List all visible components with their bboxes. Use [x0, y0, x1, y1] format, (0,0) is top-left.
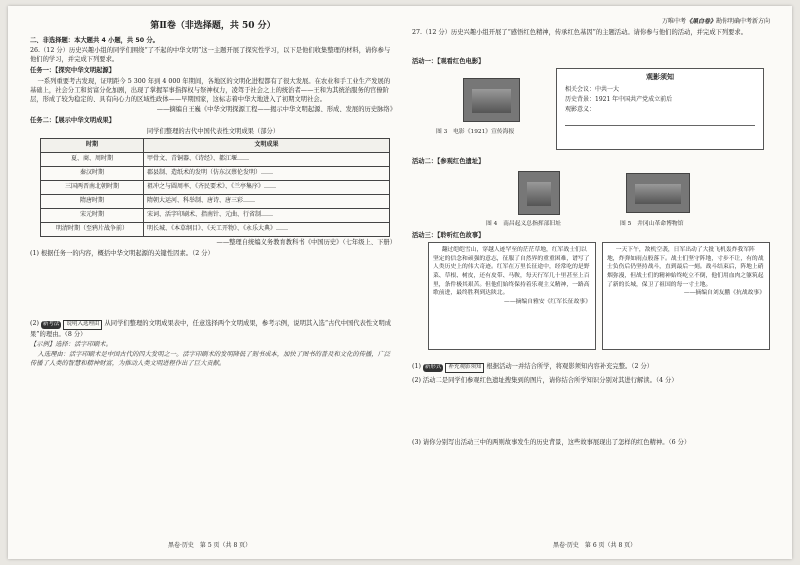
period-cell: 隋唐时期	[41, 195, 144, 209]
page-header	[662, 16, 770, 25]
achievement-cell: 明长城、《本草纲目》、《天工开物》、《永乐大典》……	[144, 223, 390, 237]
table-header: 时期	[41, 139, 144, 153]
achievement-cell: 甲骨文、青铜器、《诗经》、都江堰……	[144, 153, 390, 167]
jinggangshan-museum-image	[626, 173, 690, 213]
material1: 一系列重要考古发现，证明距今 5 300 年到 4 000 年期间，各地区的文明化进程都有了很大发展。在农业和手工业生产发展的基础上，社会分工和贫富分化加剧，出现了掌握军事指挥权与祭神权力，凌驾于社会之上的统治者——王和为其统治服务的官僚阶层，形成了较为稳定的、具有向心力的区域性政体——早期国家，这标志着中华大地进入了初期文明社会。	[30, 77, 391, 103]
header-brand: 《黑白卷》	[685, 18, 716, 25]
story1-box	[428, 242, 596, 350]
new-method-badge: 新考法	[42, 320, 60, 327]
table-row	[41, 223, 390, 237]
example-text: 入选理由：活字印刷术是中国古代的四大发明之一。活字印刷术的发明降低了刻书成本，加快了图书的普及和文化的传播，广泛传播了人类的智慧和精神财富，为推动人类文明进程作出了巨大贡献。	[30, 350, 391, 367]
footer-left: 黑卷·历史 第 5 页（共 8 页）	[168, 542, 252, 549]
fig4-caption: 图 4 南昌起义总指挥部旧址	[486, 221, 562, 227]
activity1-heading: 活动一：【观看红色电影】	[412, 58, 485, 65]
notes-title: 观影须知	[646, 72, 674, 81]
q26-stem: 26.（12 分）历史兴趣小组的同学们围绕“了不起的中华文明”这一主题开展了探究性学习，以下是他们收集整理的材料，请你参与他们的学习，并完成下列要求。	[30, 47, 391, 64]
table-row	[41, 153, 390, 167]
table-title: 同学们整理的古代中国代表性文明成果（部分）	[146, 128, 280, 136]
period-cell: 明清时期（至鸦片战争前）	[41, 223, 144, 237]
section-title: 第Ⅱ卷（非选择题，共 50 分）	[150, 21, 276, 31]
q26-part2: (2) 新考法 说明入选理由 从同学们整理的文明成果表中，任意选择两个文明成果，参考示例，说明其入选“古代中国代表性文明成果”的理由。（8 分）	[30, 319, 392, 338]
notes-field: 相关会议：中共一大	[565, 86, 620, 93]
example-label: 【示例】选择：活字印刷术。	[30, 340, 112, 348]
viewing-notes-box	[556, 68, 764, 150]
table-row	[41, 195, 390, 209]
nanchang-site-image	[518, 171, 560, 215]
part-heading: 二、非选择题：本大题共 4 小题，共 50 分。	[30, 37, 159, 45]
achievement-cell: 郡县制、造纸术的发明（仿东汉蔡伦发明）……	[144, 167, 390, 181]
table-row	[41, 167, 390, 181]
civilization-table	[40, 138, 390, 237]
period-cell: 宋元时期	[41, 209, 144, 223]
activity3-heading: 活动三：【聆听红色故事】	[412, 232, 485, 239]
q27-part1: (1) 新形式 补充观影须知 根据活动一并结合所学，将观影须知内容补充完整。（2 分）	[412, 362, 778, 373]
left-page	[30, 20, 396, 369]
q26-part2-text: 从同学们整理的文明成果表中，任意选择两个文明成果，参考示例，说明其入选“古代中国代表性文明成果”的理由。（8 分）	[30, 319, 392, 338]
footer-right: 黑卷·历史 第 6 页（共 8 页）	[553, 542, 637, 549]
story2-source: ——摘编自刘友鹏《抗战故事》	[683, 290, 765, 297]
q27-part1-text: 根据活动一并结合所学，将观影须知内容补充完整。（2 分）	[486, 363, 654, 370]
activity2-heading: 活动二：【参观红色遗址】	[412, 158, 485, 165]
reason-badge: 说明入选理由	[63, 320, 102, 330]
q26-part1: (1) 根据任务一的内容，概括中华文明起源的关键性因素。（2 分）	[30, 250, 214, 258]
achievement-cell: 隋朝大运河、科举制、唐诗、唐三彩……	[144, 195, 390, 209]
story2-text: 一天下午，敌机空袭，日军出动了大批飞机轰炸我军阵地，炸弹如雨点般落下。战士们坚守阵地，寸步不让，有的战士负伤后仍坚持战斗，直到最后一刻。战斗结束后，阵地上硝烟弥漫，但战士们的精神始终屹立不倒，他们用血肉之躯筑起了新的长城，保卫了祖国的每一寸土地。	[607, 247, 764, 288]
q27-part3: (3) 请你分别写出活动三中的两则故事发生的历史背景，这些故事展现出了怎样的红色精神。（6 分）	[412, 439, 691, 446]
achievement-cell: 祖冲之与圆周率、《齐民要术》、《兰亭集序》……	[144, 181, 390, 195]
period-cell: 秦汉时期	[41, 167, 144, 181]
exam-sheet	[8, 6, 792, 559]
period-cell: 三国两晋南北朝时期	[41, 181, 144, 195]
achievement-cell: 宋词、活字印刷术、指南针、元曲、行省制……	[144, 209, 390, 223]
table-header-row	[41, 139, 390, 153]
answer-space	[30, 260, 396, 318]
answer-line	[565, 116, 755, 126]
header-suffix: 勘你明确中考新方向	[715, 18, 770, 25]
new-format-badge: 新形式	[424, 364, 442, 370]
q27-part2: (2) 活动二是同学们参观红色遗址搜集到的图片，请你结合所学知识分别对其进行解读。（4 分）	[412, 377, 678, 384]
fig5-caption: 图 5 井冈山革命博物馆	[620, 221, 684, 227]
notes-field: 历史背景：1921 年中国共产党成立前后	[565, 96, 673, 104]
fig3-caption: 图 3 电影《1921》宣传海报	[436, 129, 515, 135]
table-row	[41, 181, 390, 195]
story2-box	[602, 242, 770, 350]
table-header: 文明成果	[144, 139, 390, 153]
supplement-badge: 补充观影须知	[445, 363, 484, 373]
notes-field: 观影意义：	[565, 106, 596, 114]
task1-heading: 任务一：【探究中华文明起源】	[30, 67, 116, 75]
period-cell: 夏、商、周时期	[41, 153, 144, 167]
header-prefix: 万唯中考	[661, 18, 686, 25]
task2-heading: 任务二：【展示中华文明成果】	[30, 117, 116, 125]
table-row	[41, 209, 390, 223]
material1-source: ——摘编自王巍《中华文明探源工程——揭示中华文明起源、形成、发展的历史脉络》	[156, 105, 396, 113]
table-source: ——整理自统编义务教育教科书《中国历史》（七年级上、下册）	[216, 239, 396, 247]
story1-source: ——摘编自雅安《红军长征故事》	[504, 299, 591, 306]
q27-stem: 27.（12 分）历史兴趣小组开展了“感悟红色精神，传承红色基因”的主题活动。请你参与他们的活动，并完成下列要求。	[412, 29, 748, 36]
movie-poster-image	[463, 78, 520, 122]
story1-text: 翻过皑皑雪山，穿越人迹罕至的茫茫草地，红军战士们以坚定的信念和顽强的意志，征服了自然界的重重困难，谱写了人类历史上的伟大奇迹。红军在万里长征途中，经常吃的是野菜、草根、树皮，还有皮带、马鞍，每天行军几十里甚至上百里，条件极其艰苦。但他们始终保持着乐观主义精神，一路高歌前进，最终胜利到达陕北。	[433, 247, 590, 297]
